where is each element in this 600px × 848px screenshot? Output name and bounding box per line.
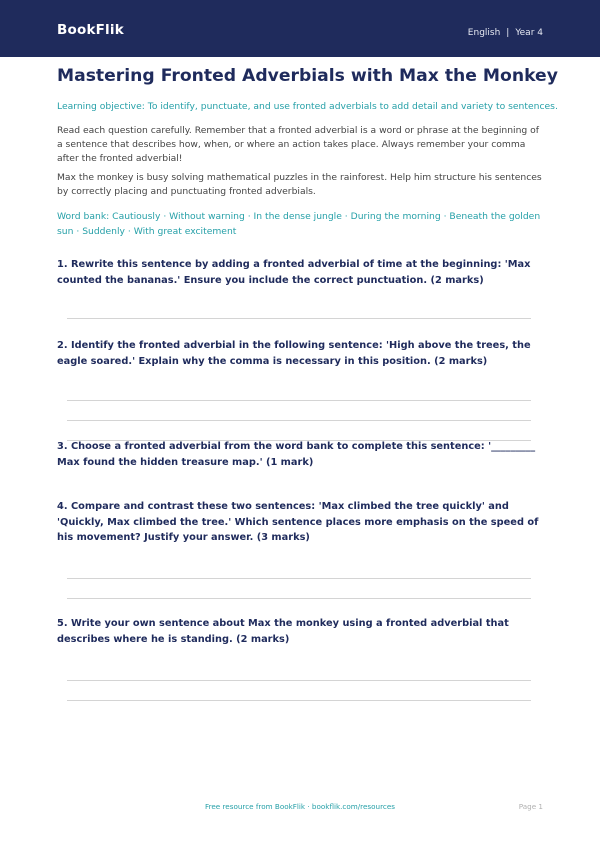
question-1: 1. Rewrite this sentence by adding a fronted adverbial of time at the beginning: 'Max counted the bananas.' Ensure you include the correct punctuation. (2 marks)	[57, 259, 531, 286]
subject-label: English	[467, 28, 501, 38]
answer-line[interactable]	[67, 680, 531, 681]
answer-line[interactable]	[67, 578, 531, 579]
word-bank: Word bank: Cautiously · Without warning · In the dense jungle · During the morning · Beneath the golden sun · Suddenly · With great excitement	[57, 211, 541, 237]
learning-objective: Learning objective: To identify, punctuate, and use fronted adverbials to add detail and variety to sentences.	[57, 101, 558, 112]
answer-line[interactable]	[67, 318, 531, 319]
answer-line[interactable]	[67, 700, 531, 701]
answer-line[interactable]	[67, 598, 531, 599]
intro-paragraph: Read each question carefully. Remember that a fronted adverbial is a word or phrase at the beginning of a sentence that describes how, when, or where an action takes place. Always remember your comma after the fronted adverbial!	[57, 125, 539, 164]
answer-line[interactable]	[67, 400, 531, 401]
question-5: 5. Write your own sentence about Max the monkey using a fronted adverbial that describes where he is standing. (2 marks)	[57, 618, 509, 645]
header-bar	[0, 0, 600, 57]
separator: |	[506, 28, 510, 38]
answer-line[interactable]	[67, 420, 531, 421]
intro-paragraph: Max the monkey is busy solving mathematical puzzles in the rainforest. Help him structure his sentences by correctly placing and punctuating fronted adverbials.	[57, 172, 542, 197]
question-3: 3. Choose a fronted adverbial from the word bank to complete this sentence: '_________ Max found the hidden treasure map.' (1 mark)	[57, 441, 536, 468]
question-2: 2. Identify the fronted adverbial in the following sentence: 'High above the trees, the eagle soared.' Explain why the comma is necessary in this position. (2 marks)	[57, 340, 531, 367]
question-4: 4. Compare and contrast these two sentences: 'Max climbed the tree quickly' and 'Quickly, Max climbed the tree.' Which sentence places more emphasis on the speed of his movement? Justify your answer. (3 marks)	[57, 501, 539, 543]
footer-link[interactable]: Free resource from BookFlik · bookflik.com/resources	[204, 802, 396, 811]
page-number: Page 1	[518, 802, 543, 811]
brand-logo[interactable]: BookFlik	[57, 22, 124, 38]
year-label: Year 4	[515, 28, 543, 38]
page-title: Mastering Fronted Adverbials with Max the Monkey	[57, 66, 558, 86]
subject-year-label	[468, 28, 543, 38]
